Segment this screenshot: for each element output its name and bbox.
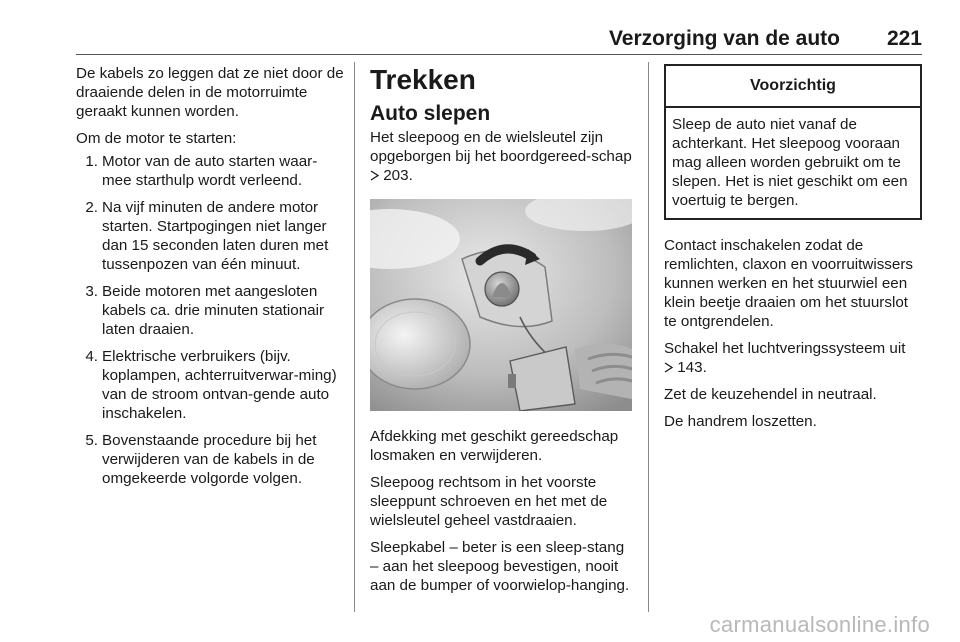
step-text: Beide motoren met aangesloten kabels ca. drie minuten stationair laten draaien. (102, 283, 325, 338)
steps-lead: Om de motor te starten: (76, 130, 237, 147)
storage-text: Het sleepoog en de wielsleutel zijn opgeborgen bij het boordgereed-schap (370, 129, 632, 165)
suspension-paragraph (664, 339, 924, 377)
page-reference-icon (370, 170, 379, 181)
page-number: 221 (886, 27, 922, 50)
header-rule (76, 54, 922, 55)
step-number: 4. (85, 348, 98, 365)
page-reference: 143. (677, 359, 707, 376)
storage-paragraph (370, 128, 632, 185)
cable-paragraph: Sleepkabel – beter is een sleep-stang – aan het sleepoog bevestigen, nooit aan de bumper of voorwielop-hanging. (370, 539, 630, 594)
caution-title: Voorzichtig (666, 66, 920, 108)
list-item (78, 198, 346, 274)
column-left (76, 64, 346, 496)
step-text: Motor van de auto starten waar-mee starthulp wordt verleend. (102, 153, 318, 189)
column-right (664, 64, 924, 439)
selector-paragraph: Zet de keuzehendel in neutraal. (664, 386, 877, 403)
list-item (78, 347, 346, 423)
step-text: Elektrische verbruikers (bijv. koplampen, achterruitverwar-ming) van de stroom ontvan-gende auto inschakelen. (102, 348, 337, 422)
step-text: Bovenstaande procedure bij het verwijderen van de kabels in de omgekeerde volgorde volgen. (102, 432, 317, 487)
step-number: 3. (85, 283, 98, 300)
watermark-text: carmanualsonline.info (709, 612, 930, 637)
page-reference-icon (664, 362, 673, 373)
towing-eye-illustration (370, 199, 632, 411)
screw-paragraph: Sleepoog rechtsom in het voorste sleeppunt schroeven en het met de wielsleutel geheel vastdraaien. (370, 474, 608, 529)
section-heading: Trekken (370, 64, 476, 95)
column-middle (370, 64, 632, 603)
intro-paragraph: De kabels zo leggen dat ze niet door de draaiende delen in de motorruimte geraakt kunnen worden. (76, 65, 344, 120)
ignition-paragraph: Contact inschakelen zodat de remlichten, claxon en voorruitwissers kunnen werken en het stuurwiel een klein beetje draaien om het stuurslot te ontgrendelen. (664, 237, 913, 330)
step-number: 1. (85, 153, 98, 170)
step-number: 5. (85, 432, 98, 449)
list-item (78, 431, 346, 488)
towing-eye-photo (370, 199, 632, 411)
cover-paragraph: Afdekking met geschikt gereedschap losmaken en verwijderen. (370, 428, 619, 464)
starting-steps-list (76, 152, 346, 488)
step-text: Na vijf minuten de andere motor starten. Startpogingen niet langer dan 15 seconden laten duren met tussenpozen van één minuut. (102, 199, 329, 273)
page-reference: 203. (383, 167, 413, 184)
suspension-text: Schakel het luchtveringssysteem uit (664, 340, 906, 357)
list-item (78, 282, 346, 339)
column-divider-right (648, 62, 649, 612)
step-number: 2. (85, 199, 98, 216)
column-divider-left (354, 62, 355, 612)
caution-text: Sleep de auto niet vanaf de achterkant. Het sleepoog vooraan mag alleen worden gebruikt om te slepen. Het is niet geschikt om een voertuig te bergen. (672, 116, 908, 209)
handbrake-paragraph: De handrem loszetten. (664, 413, 817, 430)
page-header-title: Verzorging van de auto (608, 27, 840, 50)
caution-box (664, 64, 922, 220)
subsection-heading: Auto slepen (370, 102, 491, 125)
list-item (78, 152, 346, 190)
